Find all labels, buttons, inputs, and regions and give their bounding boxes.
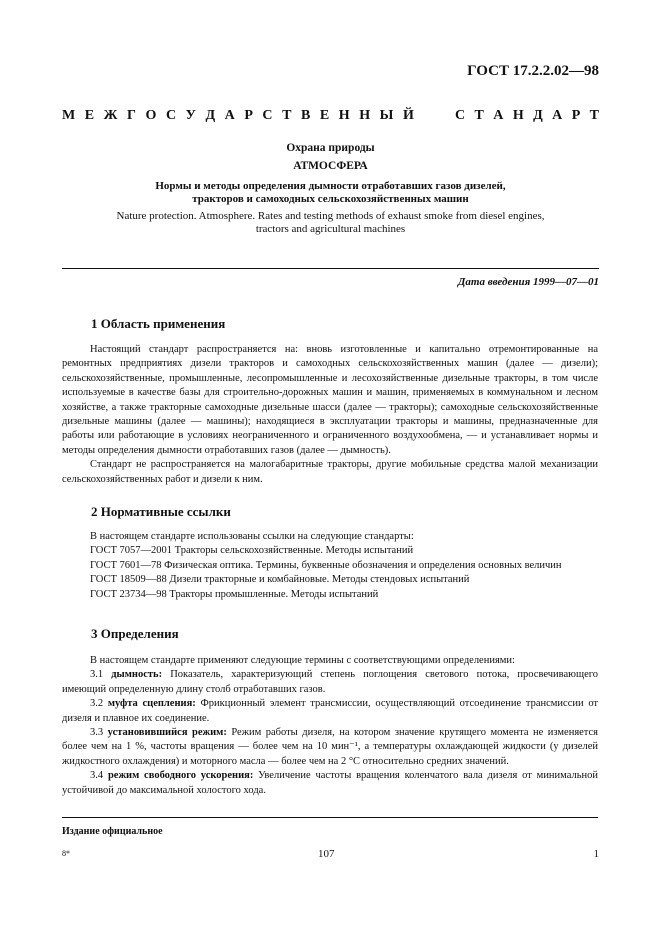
definition-text: Фрикционный элемент трансмиссии, осуществляющий отсоединение трансмиссии от дизеля и плавное их соединение. — [62, 698, 599, 724]
definition-text: Режим работы дизеля, на котором значение крутящего момента не изменяется более чем на 1 %, частоты вращения — более чем на 10 мин⁻¹, а температуры охлаждающей жидкости (у дизелей жидкостного охлаждения) и моторного масла — более чем на 2 °C относительно средних значений. — [62, 727, 599, 767]
section-1-paragraph: Стандарт не распространяется на малогабаритные тракторы, другие мобильные средства малой механизации сельскохозяйственных работ и дизели к ним. — [62, 459, 598, 485]
banner-letter: Т — [474, 108, 484, 123]
section-1-heading: 1 Область применения — [91, 316, 226, 331]
title-divider — [62, 268, 599, 269]
introduction-date: Дата введения 1999—07—01 — [457, 276, 599, 288]
definition-number: 3.4 — [90, 770, 104, 782]
title-main — [62, 180, 599, 206]
banner-letter: О — [145, 108, 157, 123]
title-category: Охрана природы — [286, 142, 375, 154]
document-code: ГОСТ 17.2.2.02—98 — [467, 63, 599, 79]
banner-letter: У — [185, 108, 196, 123]
definition-term: дымность: — [111, 669, 163, 681]
definition-number: 3.2 — [90, 698, 104, 710]
section-1-paragraph: Настоящий стандарт распространяется на: вновь изготовленные и капитально отремонтированные на ремонтных предприятиях дизели тракторов и самоходных сельскохозяйственных машин (далее — дизели); сельскохозяйственные, промышленные, лесопромышленные и лесохозяйственные дизельные тракторы, в том числе используемые в качестве базы для строительно-дорожных машин и машин, применяемых в коммунальном и лесном хозяйстве, а также тракторные самоходные дизельные шасси (далее — тракторы); самоходные сельскохозяйственные дизельные машины (далее — машины); находящиеся в эксплуатации тракторы и машины, предназначенные для работы или работающие в условиях неограниченного и ограниченного воздухообмена, — и устанавливает нормы и методы определения дымности отработавших газов (далее — дымность). — [62, 344, 598, 456]
footnote-mark: 8* — [62, 849, 70, 858]
section-1-body — [62, 343, 598, 487]
definition-item — [62, 726, 598, 769]
page-number: 107 — [318, 848, 335, 860]
banner-letter: А — [552, 108, 563, 123]
footer-divider — [62, 817, 598, 818]
definition-text: Увеличение частоты вращения коленчатого вала дизеля от минимальной устойчивой до максимальной холостого хода. — [62, 770, 599, 796]
reference-item: ГОСТ 18509—88 Дизели тракторные и комбайновые. Методы стендовых испытаний — [90, 574, 470, 586]
section-2-heading: 2 Нормативные ссылки — [91, 504, 231, 519]
reference-item: ГОСТ 7057—2001 Тракторы сельскохозяйственные. Методы испытаний — [90, 545, 414, 557]
banner-letter: Р — [571, 108, 581, 123]
definition-item — [62, 769, 598, 798]
definition-number: 3.3 — [90, 727, 104, 739]
definition-item — [62, 668, 598, 697]
banner-letter: Р — [244, 108, 253, 123]
banner-letter: М — [62, 108, 76, 123]
definition-text: Показатель, характеризующий степень поглощения светового потока, просвечивающего имеющий определенную длину столб отработавших газов. — [62, 669, 599, 695]
definition-number: 3.1 — [90, 669, 104, 681]
banner-letter: Н — [338, 108, 350, 123]
title-english-line-2: tractors and agricultural machines — [255, 223, 406, 235]
banner-letter: Д — [205, 108, 216, 123]
banner-word-standard — [455, 108, 599, 124]
title-english-line-1: Nature protection. Atmosphere. Rates and testing methods of exhaust smoke from diesel engines, — [116, 210, 545, 222]
banner-letter: Ж — [103, 108, 118, 123]
banner-letter: Г — [127, 108, 136, 123]
banner-word-interstate — [62, 108, 414, 124]
section-2-body — [62, 530, 598, 602]
banner-letter: Т — [282, 108, 292, 123]
title-main-line-2: тракторов и самоходных сельскохозяйственных машин — [192, 193, 469, 205]
banner-letter: С — [165, 108, 177, 123]
banner-letter: Й — [402, 108, 414, 123]
definition-term: установившийся режим: — [107, 727, 227, 739]
section-3-heading: 3 Определения — [91, 626, 179, 641]
banner-letter: Д — [533, 108, 543, 123]
banner-letter: В — [300, 108, 311, 123]
reference-item: ГОСТ 7601—78 Физическая оптика. Термины, буквенные обозначения и определения основных величин — [90, 559, 562, 571]
reference-item: ГОСТ 23734—98 Тракторы промышленные. Методы испытаний — [90, 588, 379, 600]
sheet-number: 1 — [593, 848, 599, 860]
banner-letter: Н — [512, 108, 524, 123]
banner-letter: Е — [319, 108, 330, 123]
banner-letter: Н — [359, 108, 371, 123]
definition-term: режим свободного ускорения: — [107, 770, 254, 782]
banner-letter: Т — [589, 108, 599, 123]
section-3-intro: В настоящем стандарте применяют следующие термины с соответствующими определениями: — [90, 655, 515, 666]
banner-letter: Ы — [379, 108, 394, 123]
banner-letter: А — [224, 108, 235, 123]
edition-label: Издание официальное — [62, 826, 163, 837]
definition-item — [62, 697, 598, 726]
banner-letter: С — [262, 108, 273, 123]
banner-letter: А — [493, 108, 504, 123]
section-2-intro: В настоящем стандарте использованы ссылки на следующие стандарты: — [90, 531, 414, 542]
interstate-standard-banner — [62, 108, 599, 124]
definition-term: муфта сцепления: — [107, 698, 196, 710]
banner-letter: Е — [84, 108, 95, 123]
banner-letter: С — [455, 108, 466, 123]
section-3-body — [62, 654, 598, 798]
title-main-line-1: Нормы и методы определения дымности отработавших газов дизелей, — [155, 180, 506, 192]
title-english — [62, 210, 599, 236]
title-subject: АТМОСФЕРА — [293, 160, 368, 172]
